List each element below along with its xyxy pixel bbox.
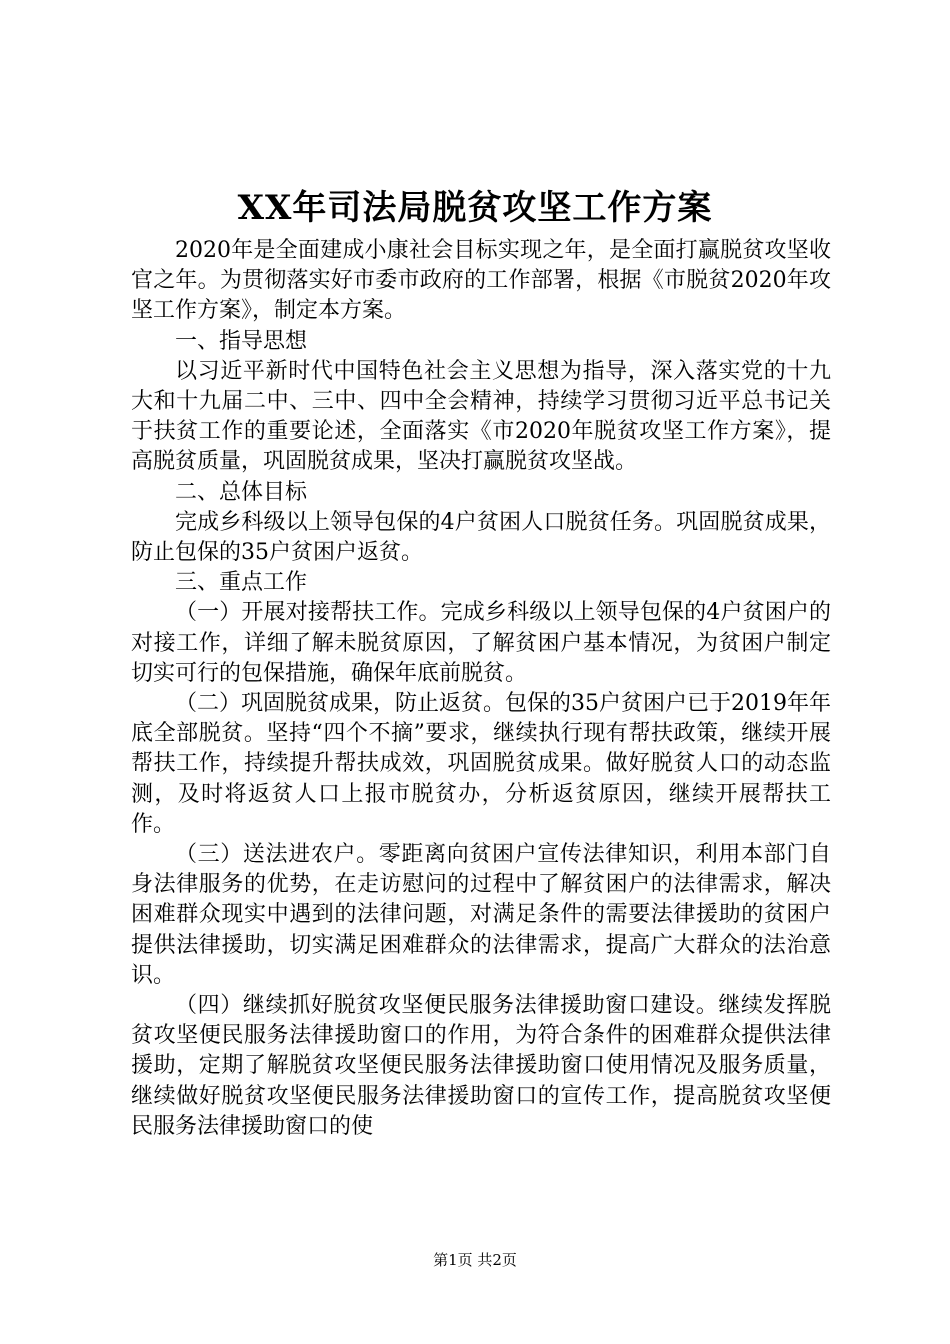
section-heading-guiding-thought: 一、指导思想 bbox=[175, 328, 308, 354]
key-work-item-2: （二）巩固脱贫成果，防止返贫。包保的35户贫困户已于2019年年底全部脱贫。坚持“四个不摘”要求，继续执行现有帮扶政策，继续开展帮扶工作，持续提升帮扶成效，巩固脱贫成果。做好脱贫人口的动态监测，及时将返贫人口上报市脱贫办，分析返贫原因，继续开展帮扶工作。 bbox=[131, 691, 831, 837]
guiding-thought-paragraph: 以习近平新时代中国特色社会主义思想为指导，深入落实党的十九大和十九届二中、三中、四中全会精神，持续学习贯彻习近平总书记关于扶贫工作的重要论述，全面落实《市2020年脱贫攻坚工作方案》，提高脱贫质量，巩固脱贫成果，坚决打赢脱贫攻坚战。 bbox=[131, 358, 831, 475]
document-title: XX年司法局脱贫攻坚工作方案 bbox=[237, 188, 713, 228]
page-footer: 第1页 共2页 bbox=[433, 1251, 517, 1269]
overall-goal-paragraph: 完成乡科级以上领导包保的4户贫困人口脱贫任务。巩固脱贫成果，防止包保的35户贫困户返贫。 bbox=[131, 509, 831, 566]
intro-paragraph: 2020年是全面建成小康社会目标实现之年，是全面打赢脱贫攻坚收官之年。为贯彻落实好市委市政府的工作部署，根据《市脱贫2020年攻坚工作方案》，制定本方案。 bbox=[131, 238, 831, 324]
section-heading-overall-goal: 二、总体目标 bbox=[175, 479, 308, 505]
key-work-item-1: （一）开展对接帮扶工作。完成乡科级以上领导包保的4户贫困户的对接工作，详细了解未脱贫原因，了解贫困户基本情况，为贫困户制定切实可行的包保措施，确保年底前脱贫。 bbox=[131, 600, 831, 686]
section-heading-key-work: 三、重点工作 bbox=[175, 570, 308, 596]
document-body bbox=[131, 236, 831, 1142]
key-work-item-3: （三）送法进农户。零距离向贫困户宣传法律知识，利用本部门自身法律服务的优势，在走访慰问的过程中了解贫困户的法律需求，解决困难群众现实中遇到的法律问题，对满足条件的需要法律援助的贫困户提供法律援助，切实满足困难群众的法律需求，提高广大群众的法治意识。 bbox=[131, 842, 831, 988]
key-work-item-4: （四）继续抓好脱贫攻坚便民服务法律援助窗口建设。继续发挥脱贫攻坚便民服务法律援助窗口的作用，为符合条件的困难群众提供法律援助，定期了解脱贫攻坚便民服务法律援助窗口使用情况及服务质量，继续做好脱贫攻坚便民服务法律援助窗口的宣传工作，提高脱贫攻坚便民服务法律援助窗口的使 bbox=[131, 993, 831, 1139]
